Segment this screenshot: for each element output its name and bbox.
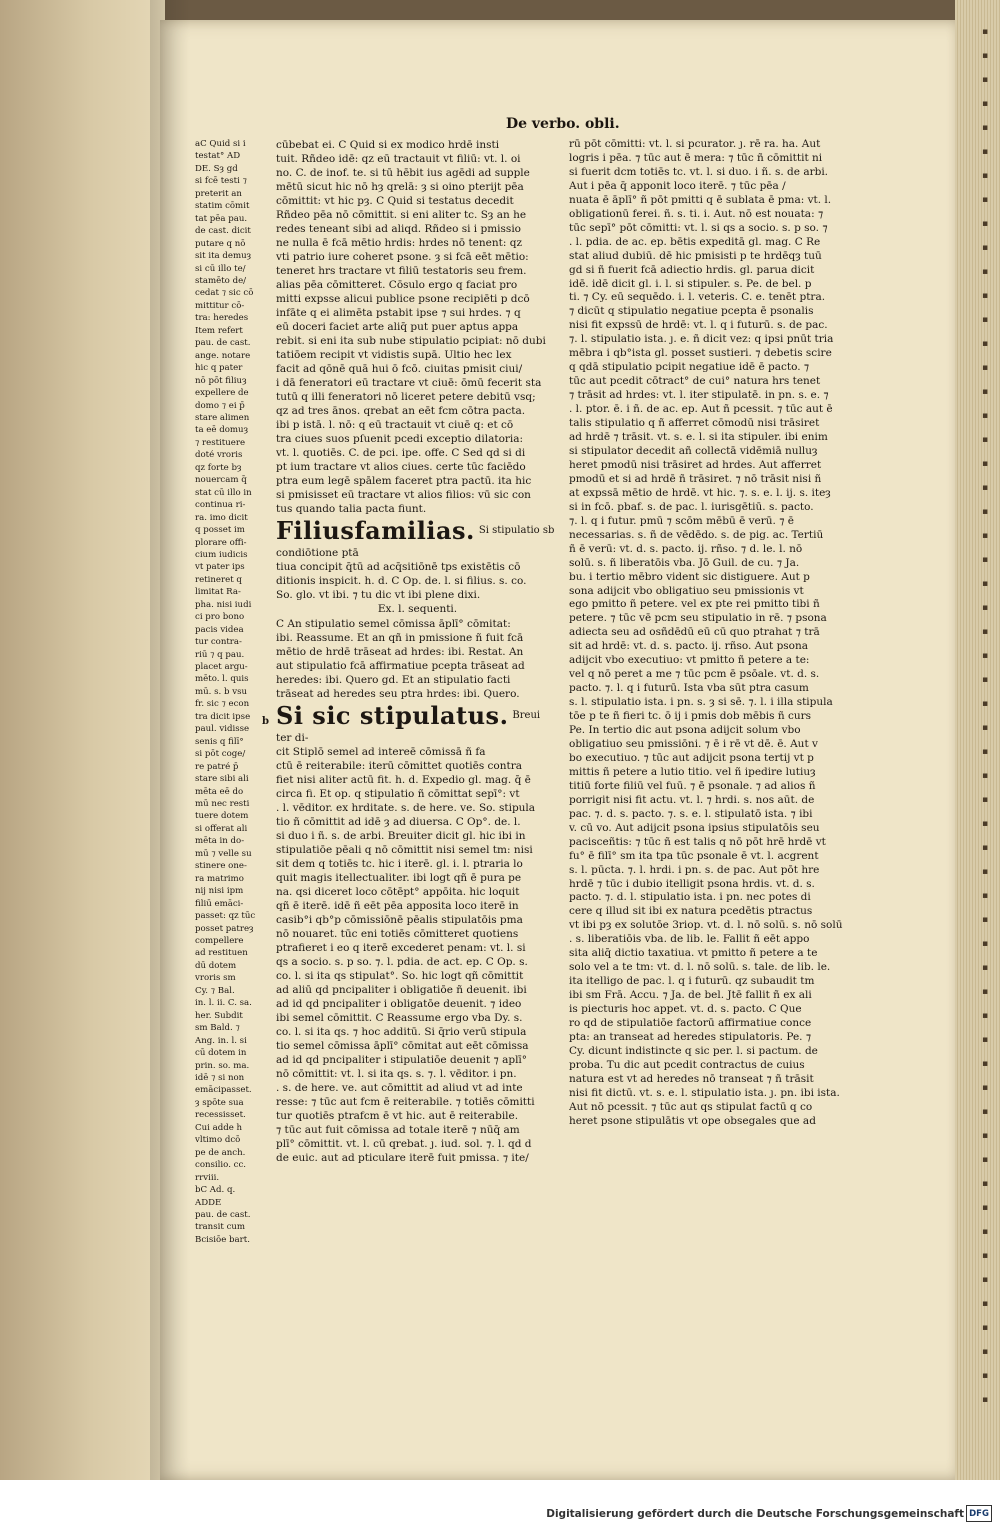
text-line: . l. ptor. ē. i ñ. de ac. ep. Aut ñ pcessit. ⁊ tūc aut ē [569,403,833,416]
gloss-line: ci pro bono [195,612,245,623]
text-line: mētio de hrdē trāseat ad hrdes: ibi. Restat. An [276,645,524,658]
gloss-line: limitat Ra- [195,587,241,598]
gloss-line: mū nec resti [195,799,250,810]
text-line: ad id qd pncipaliter i obligatōe deuenit. ⁊ ideo [276,997,522,1010]
text-line: eū doceri faciet arte aliq̄ put puer aptus appa [276,321,519,334]
text-line: ad aliū qd pncipaliter i obligatiōe ñ deuenit. ibi [276,983,527,996]
text-line: petere. ⁊ tūc vē pcm seu stipulatio in rē. ⁊ psona [569,612,827,625]
gloss-line: re patré p̄ [195,761,239,772]
text-line: ti. ⁊ Cy. eū sequēdo. i. l. veteris. C. e. tenēt ptra. [569,291,826,304]
gloss-line: consilio. cc. [195,1160,247,1171]
gloss-line: hic q pater [195,363,243,374]
text-line: no. C. de inof. te. si tū hēbit ius agēdi ad supple [276,167,530,180]
gloss-line: ⁊ restituere [195,437,246,448]
gloss-line: stare alimen [195,412,250,423]
text-line: vt ibi pȝ ex solutōe 3riop. vt. d. l. nō solū. s. nō solū [569,919,843,932]
text-line: at expssā mētio de hrdē. vt hic. ⁊. s. e. l. ij. s. iteȝ [569,486,831,499]
gloss-line: sm Bald. ⁊ [195,1023,240,1034]
text-line: vt. l. quotiēs. C. de pci. ipe. offe. C Sed qd si di [276,447,526,460]
running-head: De verbo. obli. [506,116,620,132]
gloss-line: ra. imo dicit [195,512,248,523]
text-line: alias pēa cōmitteret. Cōsulo ergo q faciat pro [276,279,518,292]
text-line: tūc aut pcedit cōtract° de cui° natura hrs tenet [569,375,821,388]
text-line: Rñdeo pēa nō cōmittit. si eni aliter tc. Sȝ an he [276,209,527,222]
text-line: pacto. ⁊. d. l. stipulatio ista. i pn. nec potes di [569,891,811,904]
gloss-line: expellere de [195,388,249,399]
text-line: si in fcō. pbaf. s. de pac. l. iurisgētiū. s. pacto. [569,500,814,513]
text-line: solo vel a te tm: vt. d. l. nō solū. s. tale. de lib. le. [569,961,831,974]
gloss-line: recessisset. [195,1110,246,1121]
text-line: sit ad hrdē: vt. d. s. pacto. ij. rñso. Aut psona [569,640,809,653]
text-line: ro qd de stipulatiōe factorū affirmatiue conce [569,1017,812,1030]
heading-filiusfamilias: Filiusfamilias. $^{Si stipulatio sb}$ [276,516,555,546]
text-line: v. cū vo. Aut adijcit psona ipsius stipulatōis seu [569,821,820,834]
text-line: tuit. Rñdeo idē: qz eū tractauit vt filiū: vt. l. oi [276,153,521,166]
gloss-line: ADDE [195,1197,222,1208]
text-line: sit dem q totiēs tc. hic i iterē. gl. i. l. ptraria lo [276,857,523,870]
gloss-line: transit cum [195,1222,246,1233]
gloss-line: aC Quid si i [195,139,246,149]
text-line: solū. s. ñ liberatōis vba. Jō Guil. de cu. ⁊ Ja. [569,556,800,569]
left-page-edge [0,0,165,1480]
gloss-line: doté vroris [195,450,243,461]
text-line: Aut i pēa q̄ apponit loco iterē. ⁊ tūc pēa / [569,179,786,192]
text-line: titiū forte filiū vel fuū. ⁊ ē psonale. ⁊ ad alios ñ [569,779,816,792]
text-line: stipulatiōe pēali q nō cōmittit nisi semel tm: nisi [276,843,533,856]
gloss-line: mēta in do- [195,836,245,847]
text-line: i dā feneratori eū tractare vt ciuē: ōmū fecerit sta [276,377,542,390]
text-line: sona adijcit vbo obligatiuo seu pmissionis vt [569,584,804,597]
gloss-line: nij nisi ipm [195,886,244,897]
gloss-line: ta eē domuȝ [195,425,249,436]
gloss-line: mēto. l. quis [195,674,249,685]
gloss-line: pau. de cast. [195,338,251,349]
gloss-line: preterit an [195,188,242,199]
gloss-line: nō pōt filiuȝ [195,375,247,386]
gloss-line: tat pēa pau. [195,213,248,224]
gloss-line: Cy. ⁊ Bal. [195,985,235,996]
gloss-line: tuere dotem [195,811,249,822]
gloss-line: in. l. ii. C. sa. [195,998,252,1009]
gloss-line: si offerat ali [195,823,248,834]
text-line: pmodū et si ad hrdē ñ trāsiret. ⁊ nō trāsit nisi ñ [569,472,822,485]
text-line: bo executiuo. ⁊ tūc aut adijcit psona tertij vt p [569,751,814,764]
gloss-line: her. Subdit [195,1010,243,1021]
text-line: tutū q illi feneratori nō liceret petere debitū vsq; [276,391,536,404]
sub-heading: Ex. l. sequenti. [377,603,458,616]
gloss-line: riū ⁊ q pau. [195,649,245,660]
text-line: nō cōmittit: vt. l. si ita qs. s. ⁊. l. vēditor. i pn. [276,1067,517,1080]
gloss-line: stare sibi ali [195,774,249,785]
text-line: ñ ē verū: vt. d. s. pacto. ij. rñso. ⁊ d. le. l. nō [569,542,803,555]
gloss-line: tra: heredes [195,313,249,324]
gloss-line: ȝ spōte sua [195,1097,244,1108]
text-line: natura est vt ad heredes nō transeat ⁊ ñ trāsit [569,1072,814,1085]
text-line: tio ñ cōmittit ad idē ȝ ad diuersa. C Op°. de. l. [276,815,521,828]
gloss-line: de cast. dicit [195,226,251,237]
text-line: ibi sm Frā. Accu. ⁊ Ja. de bel. Jtē fallit ñ ex ali [569,989,812,1002]
text-line: hrdē ⁊ tūc i dubio itelligit psona hrdis. vt. d. s. [569,877,815,890]
gloss-line: retineret q [195,574,242,585]
text-line: ptrafieret i eo q iterē excederet penam: vt. l. si [276,941,526,954]
text-line: sita aliq̄ dictio taxatiua. vt pmitto ñ petere a te [569,947,818,960]
gloss-line: statim cōmit [195,201,250,212]
text-line: ibi semel cōmittit. C Reassume ergo vba Dy. s. [276,1011,523,1024]
text-line: ad id qd pncipaliter i stipulatiōe deuenit ⁊ aplī° [276,1053,528,1066]
gloss-line: qz forte bȝ [195,462,242,473]
gloss-line: tur contra- [195,637,242,648]
text-line: s. l. pūcta. ⁊. l. hrdi. i pn. s. de pac. Aut pōt hre [569,863,820,876]
text-line: ibi p istā. l. nō: q eū tractauit vt ciuē q: et cō [276,419,514,432]
gloss-line: pacis videa [195,624,244,635]
text-line: . s. liberatiōis vba. de lib. le. Fallit ñ eēt appo [569,933,810,946]
text-line: bu. i tertio mēbro vident sic distiguere. Aut p [569,570,810,583]
text-line: co. l. si ita qs. ⁊ hoc additū. Si q̄rio verū stipula [276,1025,527,1038]
text-line: ptra eum legē spālem faceret ptra pactū. ita hic [276,475,532,488]
gloss-line: passet: qz tūc [195,911,256,922]
gloss-line: ad restituen [195,948,248,959]
gloss-line: stat cū illo in [195,487,252,498]
text-line: ad hrdē ⁊ trāsit. vt. s. e. l. si ita stipuler. ibi enim [569,431,828,444]
text-line: ⁊ dicūt q stipulatio negatiue pcepta ē psonalis [569,305,814,318]
gloss-line: bC Ad. q. [195,1185,236,1196]
text-line: C An stipulatio semel cōmissa āplī° cōmitat: [276,617,511,630]
text-line: ita itelligo de pac. l. q i futurū. qz subaudit tm [569,975,815,988]
gloss-line: plorare offi- [195,537,247,548]
text-line: redes teneant sibi ad aliqd. Rñdeo si i pmissio [276,223,521,236]
text-line: si stipulator decedit añ collectā vidēmiā nulluȝ [569,444,818,457]
text-line: si fuerit dcm totiēs tc. vt. l. si duo. i ñ. s. de arbi. [569,165,829,178]
text-line: qñ ē iterē. idē ñ eēt pēa apposita loco iterē in [276,899,519,912]
text-line: rū pōt cōmitti: vt. l. si pcurator. ȷ. rē ra. ha. Aut [569,138,821,150]
text-line: tiua concipit q̄tū ad acq̄sitiōnē tps existētis cō [276,561,521,574]
text-line: ditionis inspicit. h. d. C Op. de. l. si filius. s. co. [276,575,527,588]
text-line: ⁊. l. stipulatio ista. ȷ. e. ñ dicit vez: q ipsi pnūt tria [569,333,834,346]
text-line: mitti expsse alicui publice psone recipiēti p dcō [276,293,530,306]
gloss-line: si cū illo te/ [195,263,246,274]
text-line: si duo i ñ. s. de arbi. Breuiter dicit gl. hic ibi in [276,829,526,842]
text-line: nisi fit dictū. vt. s. e. l. stipulatio ista. ȷ. pn. ibi ista. [569,1086,840,1099]
text-line: idē. idē dicit gl. i. l. si stipuler. s. Pe. de bel. p [569,277,812,290]
text-line: resse: ⁊ tūc aut fcm ē reiterabile. ⁊ totiēs cōmitti [276,1096,535,1108]
text-line: infāte q ei alimēta pstabit ipse ⁊ sui hrdes. ⁊ q [276,307,521,320]
text-line: q qdā stipulatio pcipit negatiue idē ē pacto. ⁊ [569,361,810,374]
text-line: pta: an transeat ad heredes stipulatoris. Pe. ⁊ [569,1031,812,1043]
text-line: heret pmodū nisi trāsiret ad hrdes. Aut afferret [569,458,822,471]
text-line: ego pmitto ñ petere. vel ex pte rei pmitto tibi ñ [569,598,820,611]
text-line: So. glo. vt ibi. ⁊ tu dic vt ibi plene dixi. [276,589,481,602]
gloss-line: paul. vidisse [195,724,250,735]
gloss-line: si pōt coge/ [195,749,246,760]
text-line: tatiōem recipit vt vidistis supā. Ultio hec lex [276,349,512,362]
gloss-line: ra matrimo [195,873,244,884]
gloss-line: emācipasset. [195,1085,252,1096]
fore-edge-marks: ▪ ▪ ▪ ▪ ▪ ▪ ▪ ▪ ▪ ▪ ▪ ▪ ▪ ▪ ▪ ▪ ▪ ▪ ▪ ▪ ▪ ▪ ▪ ▪ ▪ ▪ ▪ ▪ ▪ ▪ ▪ ▪ ▪ ▪ ▪ ▪ ▪ ▪ ▪ ▪ ▪ ▪ ▪ ▪ ▪ ▪ ▪ ▪ ▪ ▪ ▪ ▪ ▪ ▪ ▪ ▪ ▪ ▪ [981,27,989,1405]
text-line: ibi. Reassume. Et an qñ in pmissione ñ fuit fcā [276,631,524,644]
text-line: heredes: ibi. Quero gd. Et an stipulatio facti [276,673,511,686]
text-line: necessarias. s. ñ de vēdēdo. s. de pig. ac. Tertiū [569,528,824,541]
gloss-line: DE. Sȝ gd [195,163,238,174]
text-line: pacto. ⁊. l. q i futurū. Ista vba sūt ptra casum [569,682,809,695]
text-line: fu° ē filī° sm ita tpa tūc psonale ē vt. l. acgrent [569,849,819,862]
gloss-line: cium iudicis [195,549,248,560]
text-line: . l. vēditor. ex hrditate. s. de here. ve. So. stipula [276,801,536,814]
gloss-line: vltimo dcō [195,1135,241,1146]
text-line: circa fi. Et op. q stipulatio ñ cōmittat sepī°: vt [276,787,520,800]
gloss-line: fr. sic ⁊ econ [195,699,250,710]
gloss-line: Item refert [195,325,243,336]
gloss-line: putare q nō [195,238,246,249]
text-line: si pmisisset eū tractare vt alios filios: vū sic con [276,489,531,502]
text-line: is piecturis hoc appet. vt. d. s. pacto. C Que [569,1003,802,1016]
text-line: porrigit nisi fit actu. vt. l. ⁊ hrdi. s. nos aūt. de [569,793,815,806]
text-line: ne nulla ē fcā mētio hrdis: hrdes nō tenent: qz [276,237,522,250]
right-column [569,138,847,1129]
text-line: tio semel cōmissa āplī° cōmitat aut eēt cōmissa [276,1039,529,1052]
gloss-line: cedat ⁊ sic cō [195,288,254,299]
text-line: obligationū ferei. ñ. s. ti. i. Aut. nō est nouata: ⁊ [569,207,824,220]
gloss-line: rrviii. [195,1172,220,1183]
text-line: gd si ñ fuerit fcā adiectio hrdis. gl. parua dicit [569,263,815,276]
text-line: ⁊ tūc aut fuit cōmissa ad totale iterē ⁊ nūq̄ am [276,1124,520,1137]
text-line: aut stipulatio fcā affirmatiue pcepta trāseat ad [276,659,525,672]
text-line: tra ciues suos pſuenit pcedi exceptio dilatoria: [276,433,524,446]
gloss-line: ange. notare [195,350,251,361]
gloss-line: tra dicit ipse [195,711,251,722]
gloss-line: vt pater ips [195,562,245,573]
gloss-line: mittitur cō- [195,300,245,311]
gloss-line: stamēto de/ [195,275,247,286]
text-line: qz ad tres ānos. qrebat an eēt fcm cōtra pacta. [276,405,526,418]
text-line: logris i pēa. ⁊ tūc aut ē mera: ⁊ tūc ñ cōmittit ni [569,151,823,164]
text-line: vel q nō peret a me ⁊ tūc pcm ē psōale. vt. d. s. [569,668,820,681]
gloss-line: sit ita demuȝ [195,251,252,262]
heading-si-sic-stipulatus: b Si sic stipulatus. $^{Breui}$ [262,700,541,730]
text-line: rebit. si eni ita sub nube stipulatio pcipiat: nō dubi [276,335,546,348]
funding-credit: Digitalisierung gefördert durch die Deutsche Forschungsgemeinschaft [546,1508,964,1520]
gloss-line: senis q filī° [195,736,244,747]
gloss-line: pe de anch. [195,1147,246,1158]
gloss-line: idē ⁊ si non [195,1072,245,1083]
gloss-column [195,138,261,1246]
gloss-line: dū dotem [195,960,237,971]
gloss-line: nouercam q̄ [195,475,247,486]
gloss-line: mū. s. b vsu [195,686,248,697]
text-line: na. qsi diceret loco cōtēpt° appōita. hic loquit [276,885,520,898]
text-line: pacisceñtis: ⁊ tūc ñ est talis q nō pōt hrē hrdē vt [569,835,826,848]
text-line: proba. Tu dic aut pcedit contractus de cuius [569,1058,805,1071]
gloss-line: testat° AD [195,151,241,162]
text-line: facit ad qōnē quā hui ō fcō. ciuitas pmisit ciui/ [276,363,523,376]
text-line: ⁊ trāsit ad hrdes: vt. l. iter stipulatē. in pn. s. e. ⁊ [569,389,829,402]
gloss-line: placet argu- [195,662,248,673]
text-line: ctū ē reiterabile: iterū cōmittet quotiēs contra [276,759,523,772]
text-line: cōmittit: vt hic pȝ. C Quid si testatus decedit [276,195,514,208]
text-line: adiecta seu ad osñdēdū eū cū quo ptrahat ⁊ trā [569,626,820,639]
text-line: nisi fit expssū de hrdē: vt. l. q i futurū. s. de pac. [569,319,828,332]
gloss-line: vroris sm [195,973,236,984]
gloss-line: q posset im [195,525,245,536]
text-line: plī° cōmittit. vt. l. cū qrebat. ȷ. iud. sol. ⁊. l. qd d [276,1138,532,1151]
gloss-line: si fcē testi ⁊ [195,176,247,187]
main-column [262,138,559,1165]
text-line: tus quando talia pacta fiunt. [276,503,427,516]
text-line: vti patrio iure coheret psone. ȝ si fcā eēt mētio: [276,251,529,264]
text-line: cit Stiplō semel ad intereē cōmissā ñ fa [276,745,486,758]
gloss-line: stinere one- [195,861,247,872]
text-line: Pe. In tertio dic aut psona adijcit solum vbo [569,724,801,737]
gloss-line: mēta eē do [195,786,244,797]
text-line: nō nouaret. tūc eni totiēs cōmitteret quotiens [276,927,519,940]
text-line: condiōtione ptā [276,547,359,560]
text-line: s. l. stipulatio ista. i pn. s. ȝ si sē. ⁊. l. i illa stipula [569,696,833,709]
gloss-line: cū dotem in [195,1048,247,1059]
text-line: cūbebat ei. C Quid si ex modico hrdē insti [276,139,500,151]
text-line: . l. pdia. de ac. ep. bētis expeditā gl. mag. C Re [569,235,821,248]
gloss-line: pau. de cast. [195,1209,251,1220]
text-line: nuata ē āplī° ñ pōt pmitti q ē sublata ē pma: vt. l. [569,193,832,206]
text-line: talis stipulatio q ñ afferret cōmodū nisi trāsiret [569,417,820,430]
text-line: quit magis itellectualiter. ibi logt qñ ē pura pe [276,871,522,884]
gloss-line: pha. nisi iudi [195,599,252,610]
text-line: pac. ⁊. d. s. pacto. ⁊. s. e. l. stipulatō ista. ⁊ ibi [569,807,813,820]
gloss-line: domo ⁊ ei p̄ [195,400,245,411]
text-line: Aut nō pcessit. ⁊ tūc aut qs stipulat factū q co [569,1100,813,1113]
gloss-line: Ang. in. l. si [195,1035,247,1046]
gloss-line: continua ri- [195,500,246,511]
text-line: adijcit vbo executiuo: vt pmitto ñ petere a te: [569,654,810,667]
dfg-logo: DFG [966,1505,992,1522]
text-line: cere q illud sit ibi ex natura pcedētis ptractus [569,905,813,918]
text-line: pt ium tractare vt alios ciues. certe tūc faciēdo [276,461,526,474]
gutter-shadow [150,0,190,1480]
text-line: mētū sicut hic nō hȝ qrelā: ȝ si oino pterijt pēa [276,181,524,194]
text-line: qs a socio. s. p so. ⁊. l. pdia. de act. ep. C Op. s. [276,955,528,968]
gloss-line: prin. so. ma. [195,1060,250,1071]
text-line: ⁊. l. q i futur. pmū ⁊ scōm mēbū ē verū. ⁊ ē [569,514,794,527]
text-line: trāseat ad heredes seu ptra hrdes: ibi. Quero. [276,687,520,700]
text-line: obligatiuo seu pmissiōni. ⁊ ē i rē vt dē. ē. Aut v [569,737,818,750]
gloss-line: mū ⁊ velle su [195,848,252,859]
text-line: . s. de here. ve. aut cōmittit ad aliud vt ad inte [276,1081,523,1094]
text-line: de euic. aut ad pticulare iterē fuit pmissa. ⁊ ite/ [276,1152,529,1165]
gloss-line: posset patreȝ [195,923,254,934]
text-line: ter di- [276,731,309,744]
text-line: tūc sepī° pōt cōmitti: vt. l. si qs a socio. s. p so. ⁊ [569,221,828,234]
text-line: heret psone stipulātis vt ope obsegales que ad [569,1114,816,1127]
text-line: teneret hrs tractare vt filiū testatoris seu frem. [276,265,527,278]
text-line: casib°i qb°p cōmissiōnē pēalis stipulatōis pma [276,913,523,926]
gloss-line: Bcisiōe bart. [195,1234,250,1245]
text-line: Cy. dicunt indistincte q sic per. l. si pactum. de [569,1044,818,1057]
gloss-line: filiū emāci- [195,898,244,909]
text-line: stat aliud dubiū. dē hic pmisisti p te hrdēqȝ tuū [569,249,822,262]
text-line: tur quotiēs ptrafcm ē vt hic. aut ē reiterabile. [276,1110,519,1123]
text-line: co. l. si ita qs stipulat°. So. hic logt qñ cōmittit [276,969,524,982]
text-line: fiet nisi aliter actū fit. h. d. Expedio gl. mag. q̄ ē [276,773,531,786]
text-line: tōe p te ñ fieri tc. ō ij i pmis dob mēbis ñ curs [569,710,812,723]
gloss-line: compellere [195,936,244,946]
text-line: mittis ñ petere a lutio titio. vel ñ ipedire lutiuȝ [569,765,816,778]
gloss-line: Cui adde h [195,1122,243,1133]
text-line: mēbra i qb°ista gl. posset sustieri. ⁊ debetis scire [569,347,832,360]
